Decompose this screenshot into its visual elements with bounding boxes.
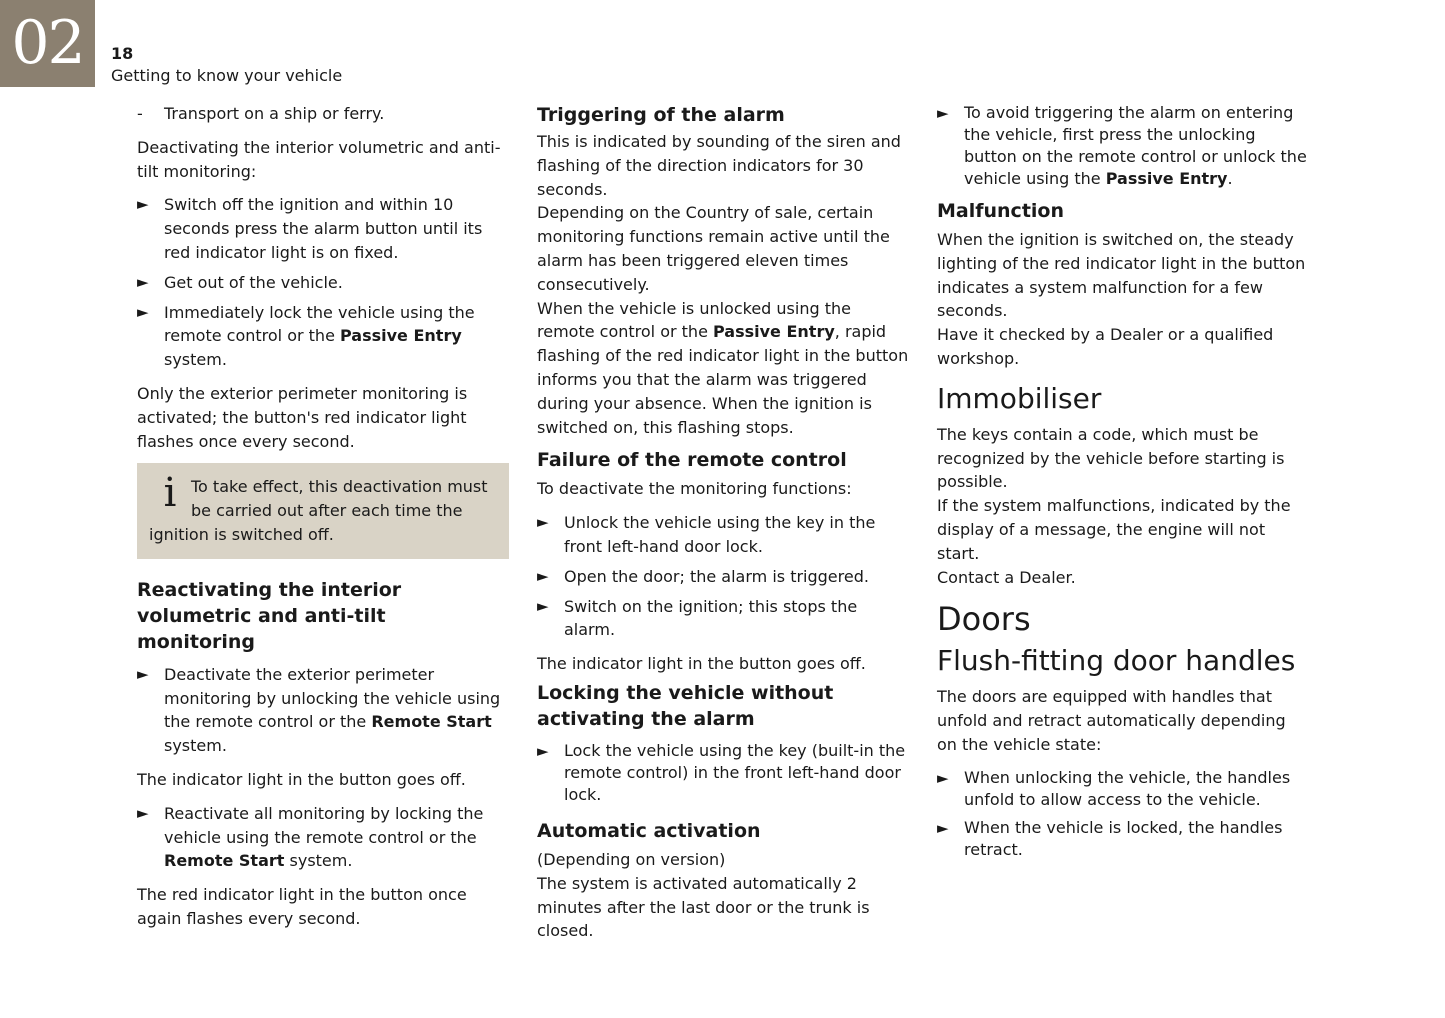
list-item: ► Get out of the vehicle. <box>137 271 509 295</box>
info-icon: i <box>163 470 177 517</box>
section-heading: Automatic activation <box>537 819 761 842</box>
list-item: ► Immediately lock the vehicle using the remote control or the Passive Entry system. <box>137 301 509 372</box>
column-3 <box>937 102 1309 867</box>
column-1 <box>137 102 509 941</box>
section-heading: Failure of the remote control <box>537 449 847 472</box>
triangle-right-icon: ► <box>937 768 949 787</box>
info-box <box>137 463 509 558</box>
list-item: - Transport on a ship or ferry. <box>137 102 509 126</box>
section-heading: Malfunction <box>937 200 1064 222</box>
paragraph: When the ignition is switched on, the steady lighting of the red indicator light in the button indicates a system malfunction for a few seconds. <box>937 230 1306 321</box>
section-heading: Triggering of the alarm <box>537 104 785 126</box>
column-2 <box>537 102 909 953</box>
paragraph: The doors are equipped with handles that unfold and retract automatically depending on the vehicle state: <box>937 687 1286 754</box>
list-item: ► Switch on the ignition; this stops the alarm. <box>537 595 909 643</box>
section-heading: Reactivating the interior volumetric and anti-tilt monitoring <box>137 578 402 653</box>
info-text: To take effect, this deactivation must be carried out after each time the ignition is switched off. <box>149 477 488 544</box>
paragraph: The system is activated automatically 2 minutes after the last door or the trunk is closed. <box>537 873 870 941</box>
paragraph: Only the exterior perimeter monitoring is activated; the button's red indicator light flashes once every second. <box>137 383 468 451</box>
list-item: ► Lock the vehicle using the key (built-in the remote control) in the front left-hand door lock. <box>537 740 906 804</box>
paragraph: Depending on the Country of sale, certain monitoring functions remain active until the alarm has been triggered eleven times consecutively. <box>537 203 890 294</box>
list-item: ► When the vehicle is locked, the handles retract. <box>937 817 1283 859</box>
triangle-right-icon: ► <box>137 272 149 291</box>
paragraph: Contact a Dealer. <box>937 567 1076 587</box>
list-item: ► Reactivate all monitoring by locking the vehicle using the remote control or the Remote Start system. <box>137 802 509 873</box>
paragraph: The keys contain a code, which must be recognized by the vehicle before starting is possible. <box>937 424 1285 492</box>
paragraph: To deactivate the monitoring functions: <box>537 479 852 499</box>
triangle-right-icon: ► <box>537 596 549 615</box>
section-heading: Immobiliser <box>937 381 1102 415</box>
triangle-right-icon: ► <box>537 741 549 760</box>
paragraph: The red indicator light in the button once again flashes every second. <box>137 885 467 928</box>
paragraph: If the system malfunctions, indicated by the display of a message, the engine will not start. <box>937 496 1291 563</box>
paragraph: Deactivating the interior volumetric and anti-tilt monitoring: <box>137 137 501 181</box>
triangle-right-icon: ► <box>137 664 149 683</box>
triangle-right-icon: ► <box>137 302 149 321</box>
paragraph: This is indicated by sounding of the siren and flashing of the direction indicators for 30 seconds. <box>537 132 901 199</box>
list-item: ► Unlock the vehicle using the key in the front left-hand door lock. <box>537 511 909 559</box>
paragraph: When the vehicle is unlocked using the remote control or the Passive Entry, rapid flashing of the red indicator light in the button informs you that the alarm was triggered during your absence. When the ignition is switched on, this flashing stops. <box>537 298 909 437</box>
triangle-right-icon: ► <box>537 513 549 532</box>
section-heading: Locking the vehicle without activating the alarm <box>537 681 834 730</box>
triangle-right-icon: ► <box>137 803 149 822</box>
triangle-right-icon: ► <box>537 566 549 585</box>
list-item: ► Deactivate the exterior perimeter monitoring by unlocking the vehicle using the remote control or the Remote Start system. <box>137 663 509 758</box>
triangle-right-icon: ► <box>137 195 149 214</box>
triangle-right-icon: ► <box>937 104 949 122</box>
dash-icon: - <box>137 104 143 123</box>
page-title: Getting to know your vehicle <box>111 66 343 85</box>
chapter-tab: 02 <box>0 0 95 87</box>
paragraph: The indicator light in the button goes off. <box>137 769 466 789</box>
list-item: ► When unlocking the vehicle, the handles unfold to allow access to the vehicle. <box>937 767 1291 809</box>
paragraph: The indicator light in the button goes off. <box>537 654 866 674</box>
section-heading: Doors <box>937 600 1031 639</box>
list-item: ► To avoid triggering the alarm on entering the vehicle, first press the unlocking button on the remote control or unlock the vehicle using the Passive Entry. <box>937 103 1307 188</box>
page-number: 18 <box>111 44 134 63</box>
paragraph: (Depending on version) <box>537 849 726 869</box>
triangle-right-icon: ► <box>937 818 949 837</box>
section-heading: Flush-fitting door handles <box>937 644 1296 678</box>
paragraph: Have it checked by a Dealer or a qualified workshop. <box>937 325 1274 368</box>
list-item: ► Switch off the ignition and within 10 seconds press the alarm button until its red indicator light is on fixed. <box>137 193 509 264</box>
list-item: ► Open the door; the alarm is triggered. <box>537 565 909 589</box>
